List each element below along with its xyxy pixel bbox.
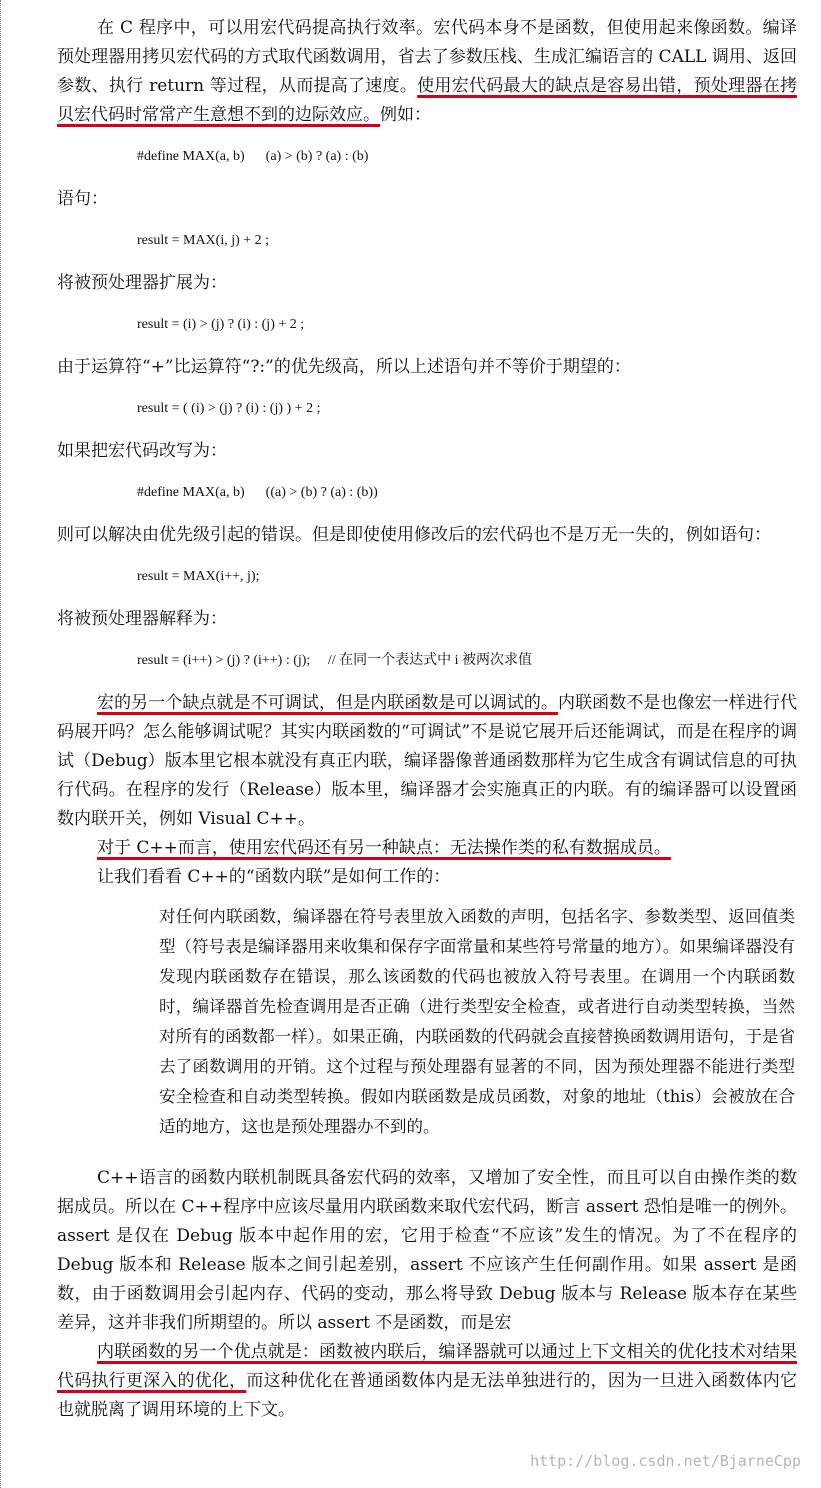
text: 在 C 程序中，可以用宏代码提高执行效率。宏代码本身不是函数，但使用起来像函数。编译预处理器用拷贝宏代码的方式取代函数调用，省去了参数压栈、生成汇编语言的 CALL 调用、返回参数、执行 return 等过程，从而提高了速度。	[57, 18, 797, 96]
paragraph-private-members	[57, 834, 797, 863]
page-edge	[0, 0, 5, 1488]
code-result-expanded: result = (i) > (j) ? (i) : (j) + 2 ;	[137, 317, 305, 332]
underlined-text: 内联函数的另一个优点就是：函数被内联后，编译器就可以通过上下文相关的优化技术对结果代码执行更深入的优化，	[57, 1342, 797, 1391]
text: 而这种优化在普通函数体内是无法单独进行的，因为一旦进入函数体内它也就脱离了调用环境的上下文。	[57, 1371, 798, 1420]
label-statement: 语句：	[57, 189, 108, 209]
code-result-expected: result = ( (i) > (j) ? (i) : (j) ) + 2 ;	[137, 401, 321, 416]
paragraph-macro-intro	[57, 14, 797, 130]
text: 例如：	[380, 105, 431, 125]
text: 内联函数不是也像宏一样进行代码展开吗？怎么能够调试呢？其实内联函数的“可调试”不是说它展开后还能调试，而是在程序的调试（Debug）版本里它根本就没有真正内联，编译器像普通函数那样为它生成含有调试信息的可执行代码。在程序的发行（Release）版本里，编译器才会实施真正的内联。有的编译器可以设置函数内联开关，例如 Visual C++。	[57, 693, 798, 829]
code-result-double-eval: result = (i++) > (j) ? (i++) : (j); // 在同一个表达式中 i 被两次求值	[137, 653, 532, 668]
code-define-max: #define MAX(a, b) (a) > (b) ? (a) : (b)	[137, 149, 369, 164]
paragraph-precedence: 由于运算符“+”比运算符“?:”的优先级高，所以上述语句并不等价于期望的：	[57, 357, 631, 377]
label-rewrite: 如果把宏代码改写为：	[57, 441, 227, 461]
paragraph-debug	[57, 689, 797, 834]
label-interpret: 将被预处理器解释为：	[57, 609, 227, 629]
document-page	[57, 14, 797, 1425]
underlined-text: 宏的另一个缺点就是不可调试，但是内联函数是可以调试的。	[97, 693, 559, 713]
quote-block	[159, 902, 795, 1142]
paragraph-inline-how: 让我们看看 C++的“函数内联”是如何工作的：	[97, 867, 451, 887]
label-expand: 将被预处理器扩展为：	[57, 273, 227, 293]
underlined-text: 对于 C++而言，使用宏代码还有另一种缺点：无法操作类的私有数据成员。	[97, 838, 671, 858]
code-define-max-fixed: #define MAX(a, b) ((a) > (b) ? (a) : (b))	[137, 485, 378, 500]
quote-text: 对任何内联函数，编译器在符号表里放入函数的声明，包括名字、参数类型、返回值类型（符号表是编译器用来收集和保存字面常量和某些符号常量的地方）。如果编译器没有发现内联函数存在错误，那么该函数的代码也被放入符号表里。在调用一个内联函数时，编译器首先检查调用是否正确（进行类型安全检查，或者进行自动类型转换，当然对所有的函数都一样）。如果正确，内联函数的代码就会直接替换函数调用语句，于是省去了函数调用的开销。这个过程与预处理器有显著的不同，因为预处理器不能进行类型安全检查和自动类型转换。假如内联函数是成员函数，对象的地址（this）会被放在合适的地方，这也是预处理器办不到的。	[159, 907, 795, 1136]
code-result-increment: result = MAX(i++, j);	[137, 569, 260, 584]
paragraph-assert: C++语言的函数内联机制既具备宏代码的效率，又增加了安全性，而且可以自由操作类的数据成员。所以在 C++程序中应该尽量用内联函数来取代宏代码，断言 assert 恐怕是唯一的例外。assert 是仅在 Debug 版本中起作用的宏，它用于检查“不应该”发生的情况。为了不在程序的 Debug 版本和 Release 版本之间引起差别，assert 不应该产生任何副作用。如果 assert 是函数，由于函数调用会引起内存、代码的变动，那么将导致 Debug 版本与 Release 版本存在某些差异，这并非我们所期望的。所以 assert 不是函数，而是宏	[57, 1168, 797, 1333]
code-result-max: result = MAX(i, j) + 2 ;	[137, 233, 270, 248]
paragraph-solve: 则可以解决由优先级引起的错误。但是即使使用修改后的宏代码也不是万无一失的，例如语句：	[57, 525, 771, 545]
paragraph-optimization	[57, 1338, 797, 1425]
watermark: http://blog.csdn.net/BjarneCpp	[530, 1452, 801, 1470]
underlined-text: 使用宏代码最大的缺点是容易出错，预处理器在拷贝宏代码时常常产生意想不到的边际效应。	[57, 76, 798, 125]
